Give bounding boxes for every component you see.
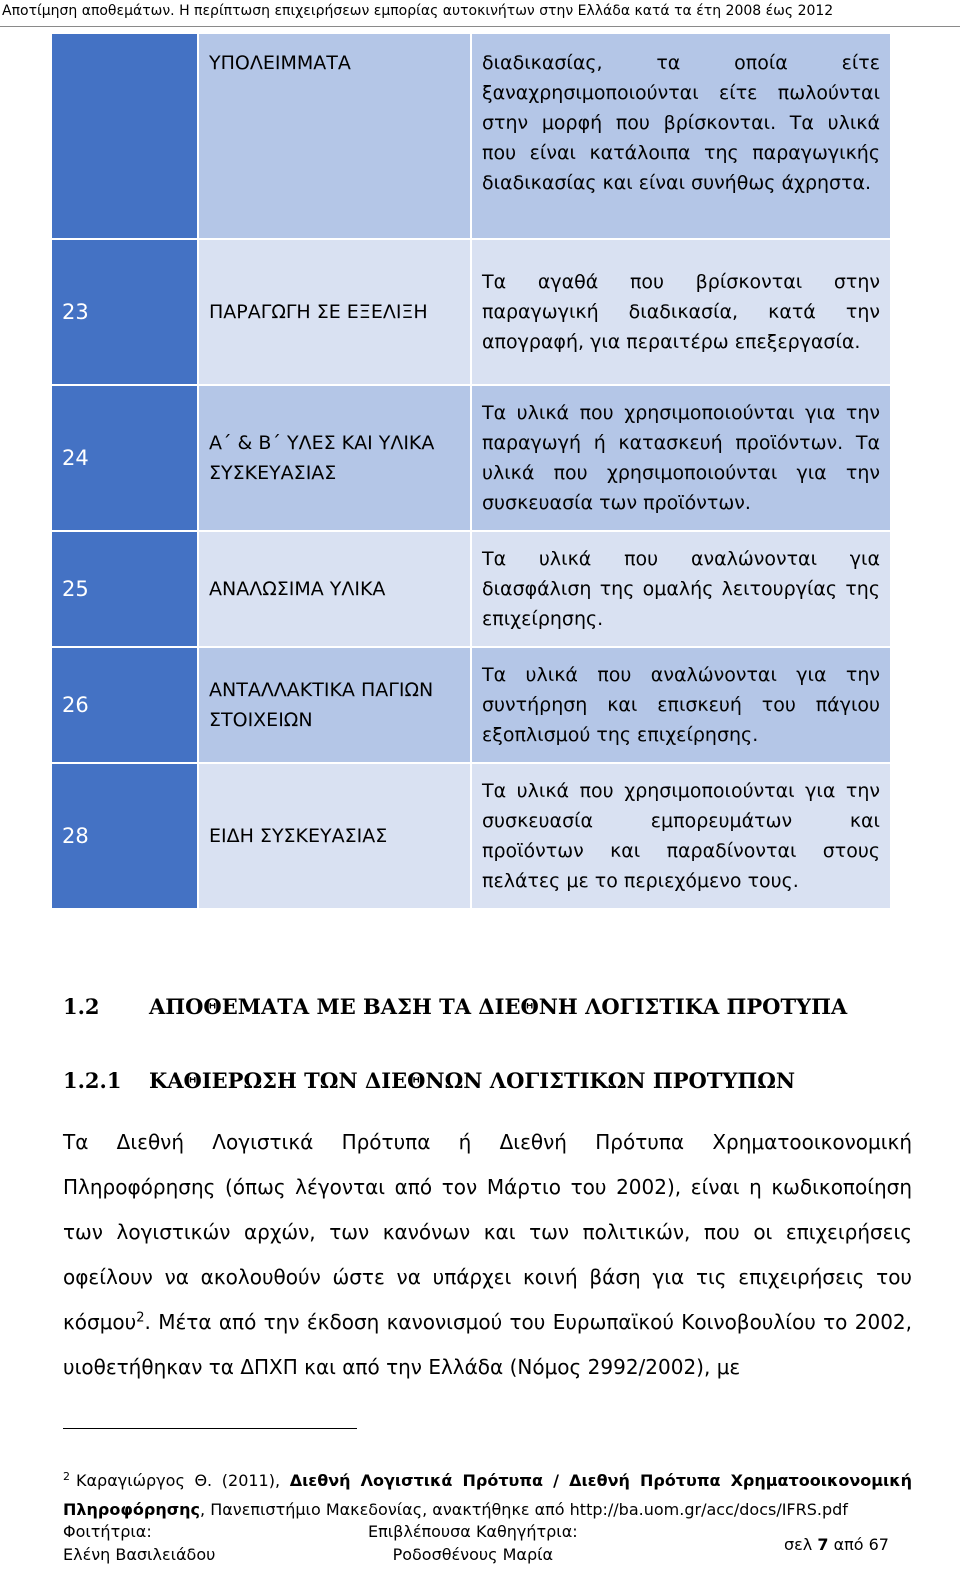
code-cell: 23 [52,240,199,386]
code-cell: 28 [52,764,199,910]
page-number-indicator [784,1533,889,1556]
description-cell: διαδικασίας, τα οποία είτε ξαναχρησιμοποιούνται είτε πωλούνται στην μορφή που βρίσκονται. Τα υλικά που είναι κατάλοιπα της παραγωγικής διαδικασίας και είναι συνήθως άχρηστα. [472,34,892,240]
name-cell: ΕΙΔΗ ΣΥΣΚΕΥΑΣΙΑΣ [199,764,472,910]
name-cell: ΑΝΑΛΩΣΙΜΑ ΥΛΙΚΑ [199,532,472,648]
name-cell: ΑΝΤΑΛΛΑΚΤΙΚΑ ΠΑΓΙΩΝ ΣΤΟΙΧΕΙΩΝ [199,648,472,764]
footnote-work-title: Διεθνή Λογιστικά Πρότυπα / Διεθνή Πρότυπα Χρηματοοικονομική Πληροφόρησης [63,1471,912,1519]
code-cell: 26 [52,648,199,764]
supervisor-name: Ροδοσθένους Μαρία [392,1545,554,1564]
inventory-types-table [52,34,892,910]
footnote-source: , Πανεπιστήμιο Μακεδονίας, ανακτήθηκε από http://ba.uom.gr/acc/docs/IFRS.pdf [200,1500,848,1519]
table-row [52,386,892,532]
body-text-part2: . Μέτα από την έκδοση κανονισμού του Ευρωπαϊκού Κοινοβουλίου το 2002, υιοθετήθηκαν τα ΔΠΧΠ και από την Ελλάδα (Νόμος 2992/2002), με [63,1310,912,1379]
section-number: 1.2.1 [63,1068,122,1093]
name-cell: ΥΠΟΛΕΙΜΜΑΤΑ [199,34,472,240]
section-heading-1-2 [63,994,848,1019]
footer-supervisor [368,1520,578,1566]
section-title: ΚΑΘΙΕΡΩΣΗ ΤΩΝ ΔΙΕΘΝΩΝ ΛΟΓΙΣΤΙΚΩΝ ΠΡΟΤΥΠΩΝ [149,1068,796,1093]
code-cell: 25 [52,532,199,648]
table-row [52,532,892,648]
name-cell: Α΄ & Β΄ ΥΛΕΣ ΚΑΙ ΥΛΙΚΑ ΣΥΣΚΕΥΑΣΙΑΣ [199,386,472,532]
footnote-marker: 2 [63,1469,70,1483]
code-cell [52,34,199,240]
description-cell: Τα υλικά που αναλώνονται για την συντήρηση και επισκευή του πάγιου εξοπλισμού της επιχείρησης. [472,648,892,764]
student-label: Φοιτήτρια: [63,1522,152,1541]
running-header: Αποτίμηση αποθεμάτων. Η περίπτωση επιχειρήσεων εμπορίας αυτοκινήτων στην Ελλάδα κατά τα έτη 2008 έως 2012 [2,3,834,19]
footer-student [63,1520,215,1566]
body-paragraph [63,1120,912,1390]
section-number: 1.2 [63,994,100,1019]
page-prefix: σελ [784,1535,818,1554]
table-row [52,240,892,386]
footnote [63,1466,912,1524]
header-rule [0,26,960,27]
description-cell: Τα υλικά που χρησιμοποιούνται για την συσκευασία εμπορευμάτων και προϊόντων και παραδίνονται στους πελάτες με το περιεχόμενο τους. [472,764,892,910]
description-cell: Τα υλικά που χρησιμοποιούνται για την παραγωγή ή κατασκευή προϊόντων. Τα υλικά που χρησιμοποιούνται για την συσκευασία των προϊόντων. [472,386,892,532]
section-title: ΑΠΟΘΕΜΑΤΑ ΜΕ ΒΑΣΗ ΤΑ ΔΙΕΘΝΗ ΛΟΓΙΣΤΙΚΑ ΠΡΟΤΥΠΑ [149,994,848,1019]
description-cell: Τα αγαθά που βρίσκονται στην παραγωγική διαδικασία, κατά την απογραφή, για περαιτέρω επεξεργασία. [472,240,892,386]
student-name: Ελένη Βασιλειάδου [63,1545,216,1564]
body-text-part1: Τα Διεθνή Λογιστικά Πρότυπα ή Διεθνή Πρότυπα Χρηματοοικονομική Πληροφόρησης (όπως λέγονται από τον Μάρτιο του 2002), είναι η κωδικοποίηση των λογιστικών αρχών, των κανόνων και των πολιτικών, που οι επιχειρήσεις οφείλουν να ακολουθούν ώστε να υπάρχει κοινή βάση για τις επιχειρήσεις του κόσμου [63,1130,912,1334]
section-heading-1-2-1 [63,1068,796,1093]
name-cell: ΠΑΡΑΓΩΓΗ ΣΕ ΕΞΕΛΙΞΗ [199,240,472,386]
description-cell: Τα υλικά που αναλώνονται για διασφάλιση της ομαλής λειτουργίας της επιχείρησης. [472,532,892,648]
table-row [52,764,892,910]
footnote-author: Καραγιώργος Θ. (2011), [76,1471,290,1490]
page-number: 7 [817,1535,829,1554]
page-suffix: από 67 [828,1535,889,1554]
table-row [52,34,892,240]
supervisor-label: Επιβλέπουσα Καθηγήτρια: [368,1522,578,1541]
table-row [52,648,892,764]
footnote-separator [63,1428,357,1429]
footnote-reference[interactable]: 2 [136,1310,145,1326]
code-cell: 24 [52,386,199,532]
